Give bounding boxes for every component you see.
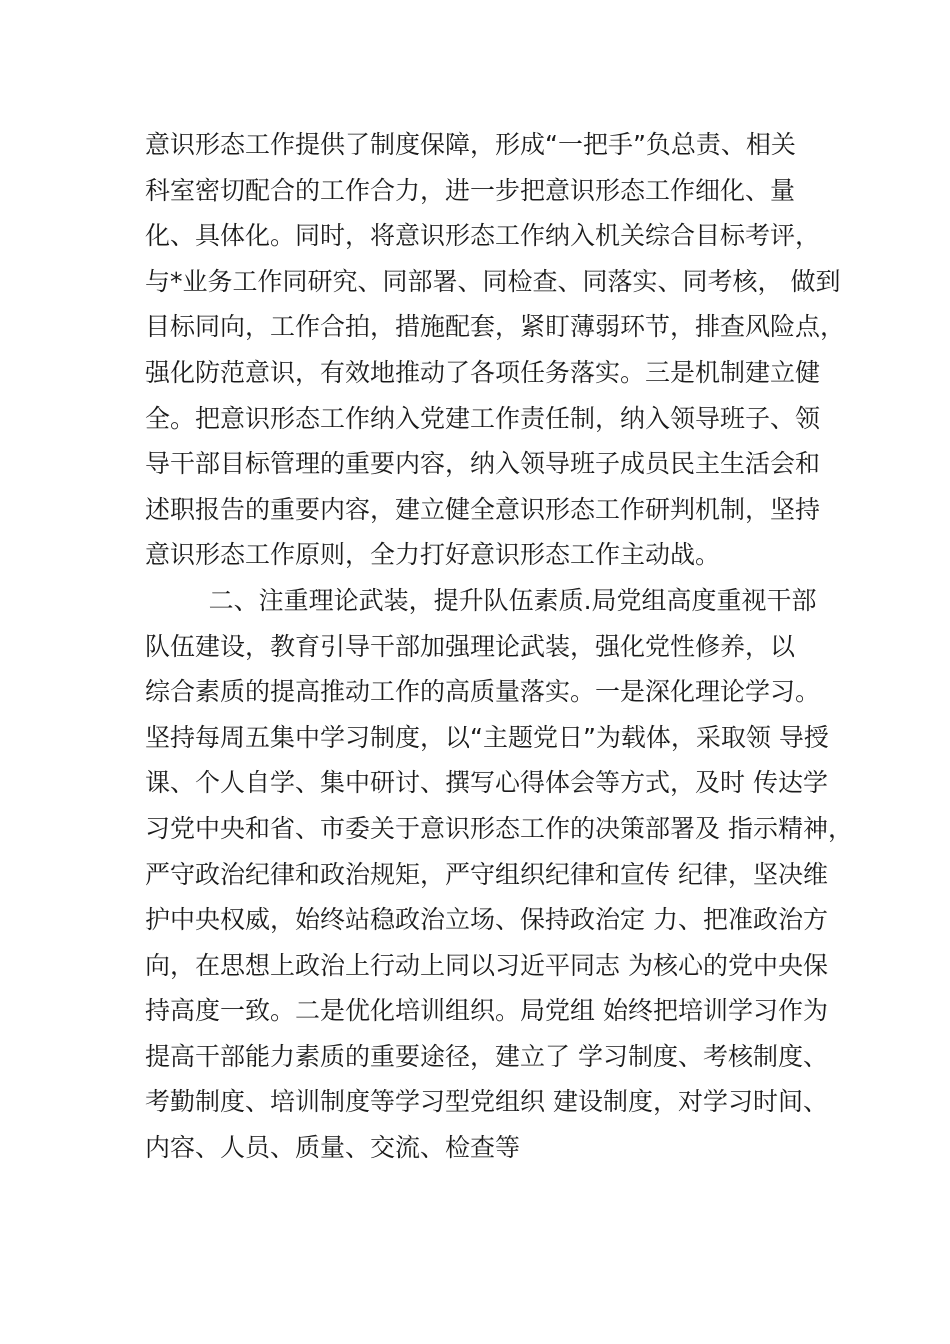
- text-line: 提高干部能力素质的重要途径，建立了 学习制度、考核制度、: [145, 1041, 828, 1071]
- text-line: 导干部目标管理的重要内容，纳入领导班子成员民主生活会和: [145, 449, 821, 479]
- text-line: 护中央权威，始终站稳政治立场、保持政治定 力、把准政治方: [145, 905, 828, 935]
- text-line: 科室密切配合的工作合力，进一步把意识形态工作细化、量: [145, 175, 796, 205]
- text-line: 持高度一致。二是优化培训组织。局党组 始终把培训学习作为: [145, 996, 828, 1026]
- section-heading-line: 二、注重理论武装，提升队伍素质.局党组高度重视干部: [145, 585, 817, 615]
- body-text: [145, 122, 865, 1171]
- text-line: 课、个人自学、集中研讨、撰写心得体会等方式，及时 传达学: [145, 768, 828, 798]
- text-line: 强化防范意识，有效地推动了各项任务落实。三是机制建立健: [145, 357, 821, 387]
- text-line: 述职报告的重要内容，建立健全意识形态工作研判机制，坚持: [145, 494, 821, 524]
- text-line: 内容、人员、质量、交流、检查等: [145, 1133, 521, 1163]
- text-line: 坚持每周五集中学习制度，以“主题党日”为载体，采取领 导授: [145, 722, 829, 752]
- text-line: 全。把意识形态工作纳入党建工作责任制，纳入领导班子、领: [145, 403, 821, 433]
- text-line: 队伍建设，教育引导干部加强理论武装，强化党性修养，以: [145, 631, 796, 661]
- text-line: 严守政治纪律和政治规矩，严守组织纪律和宣传 纪律，坚决维: [145, 859, 828, 889]
- text-line: 与*业务工作同研究、同部署、同检查、同落实、同考核， 做到: [145, 266, 841, 296]
- text-line: 意识形态工作原则，全力打好意识形态工作主动战。: [145, 540, 721, 570]
- text-line: 化、具体化。同时，将意识形态工作纳入机关综合目标考评，: [145, 221, 821, 251]
- text-line: 综合素质的提高推动工作的高质量落实。一是深化理论学习。: [145, 677, 821, 707]
- text-line: 向，在思想上政治上行动上同以习近平同志 为核心的党中央保: [145, 950, 828, 980]
- text-line: 考勤制度、培训制度等学习型党组织 建设制度，对学习时间、: [145, 1087, 828, 1117]
- text-line: 习党中央和省、市委关于意识形态工作的决策部署及 指示精神，: [145, 813, 853, 843]
- text-line: 意识形态工作提供了制度保障，形成“一把手”负总责、相关: [145, 130, 796, 159]
- text-line: 目标同向，工作合拍，措施配套，紧盯薄弱环节，排查风险点，: [145, 312, 846, 342]
